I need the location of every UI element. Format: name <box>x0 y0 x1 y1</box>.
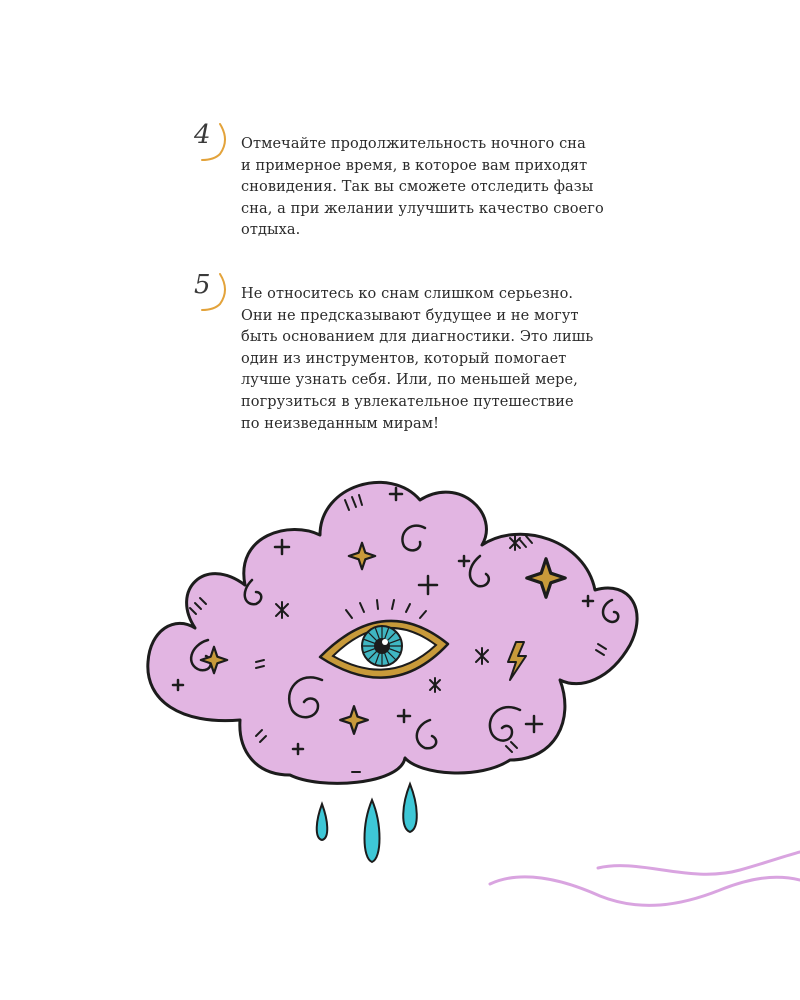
tip-number-label: 4 <box>194 120 211 150</box>
tip-text <box>241 134 611 242</box>
tip-line: один из инструментов, который помогает <box>241 350 567 367</box>
tip-line: Они не предсказывают будущее и не могут <box>241 307 579 324</box>
tip-number-5 <box>190 270 230 318</box>
tip-line: погрузиться в увлекательное путешествие <box>241 393 574 410</box>
tip-number-label: 5 <box>194 270 211 300</box>
tip-number-4 <box>190 120 230 168</box>
tip-line: и примерное время, в которое вам приходят <box>241 157 588 174</box>
tip-line: сна, а при желании улучшить качество своего <box>241 200 604 217</box>
tip-line: по неизведанным мирам! <box>241 415 440 432</box>
tip-line: отдыха. <box>241 222 301 239</box>
tip-text <box>241 284 611 435</box>
tip-line: сновидения. Так вы сможете отследить фазы <box>241 179 594 196</box>
tip-line: быть основанием для диагностики. Это лишь <box>241 329 594 346</box>
tip-line: Отмечайте продолжительность ночного сна <box>241 136 586 152</box>
tip-line: Не относитесь ко снам слишком серьезно. <box>241 286 574 302</box>
wave-decoration <box>490 852 800 905</box>
raindrop-icon <box>317 784 417 862</box>
cloud-illustration <box>0 460 800 1000</box>
tip-line: лучше узнать себя. Или, по меньшей мере, <box>241 372 578 389</box>
